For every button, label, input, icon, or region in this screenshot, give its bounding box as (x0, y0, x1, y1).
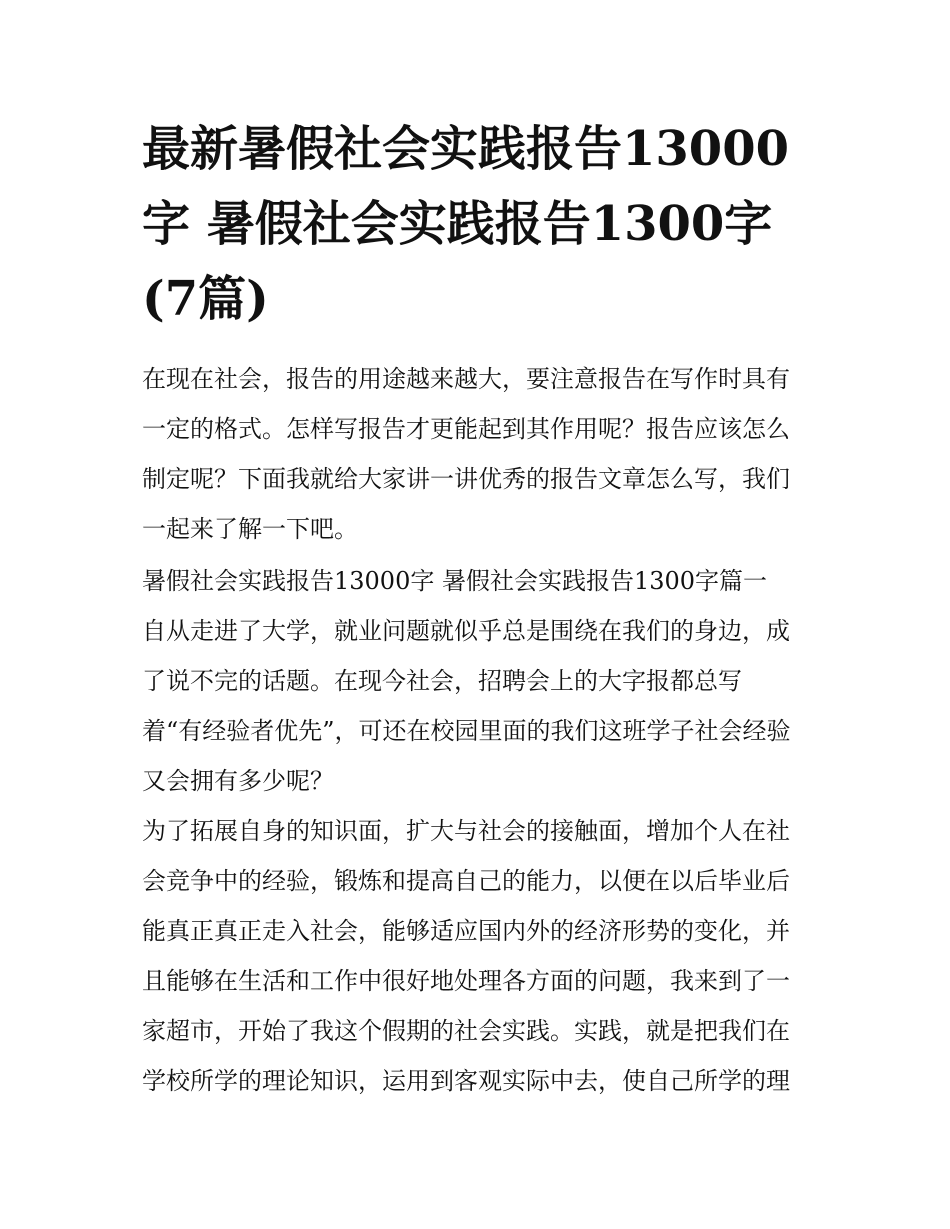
section-heading-text: 暑假社会实践报告13000字 暑假社会实践报告1300字篇一 (142, 567, 768, 595)
paragraph-1 (142, 606, 814, 806)
paragraph-2 (142, 806, 814, 1106)
text-line: 一起来了解一下吧。 (142, 515, 358, 543)
text-line: 为了拓展自身的知识面，扩大与社会的接触面，增加个人在社 (142, 817, 790, 845)
text-line: 学校所学的理论知识，运用到客观实际中去，使自己所学的理 (142, 1067, 790, 1095)
text-line: 制定呢？下面我就给大家讲一讲优秀的报告文章怎么写，我们 (142, 465, 790, 493)
text-line: 能真正真正走入社会，能够适应国内外的经济形势的变化，并 (142, 917, 790, 945)
text-line: 且能够在生活和工作中很好地处理各方面的问题，我来到了一 (142, 967, 790, 995)
intro-paragraph (142, 354, 814, 554)
section-heading (142, 556, 814, 606)
document-body (142, 112, 814, 1106)
text-line: 又会拥有多少呢？ (142, 767, 334, 795)
document-title (142, 112, 814, 337)
title-line: 最新暑假社会实践报告13000 (142, 121, 789, 177)
title-line: (7篇) (142, 271, 269, 327)
text-line: 自从走进了大学，就业问题就似乎总是围绕在我们的身边，成 (142, 617, 790, 645)
title-line: 字 暑假社会实践报告1300字 (142, 196, 773, 252)
text-line: 了说不完的话题。在现今社会，招聘会上的大字报都总写 (142, 667, 742, 695)
text-line: 一定的格式。怎样写报告才更能起到其作用呢？报告应该怎么 (142, 415, 790, 443)
text-line: 在现在社会，报告的用途越来越大，要注意报告在写作时具有 (142, 365, 790, 393)
text-line: 会竞争中的经验，锻炼和提高自己的能力，以便在以后毕业后 (142, 867, 790, 895)
text-line: 着“有经验者优先”，可还在校园里面的我们这班学子社会经验 (142, 717, 791, 745)
text-line: 家超市，开始了我这个假期的社会实践。实践，就是把我们在 (142, 1017, 790, 1045)
